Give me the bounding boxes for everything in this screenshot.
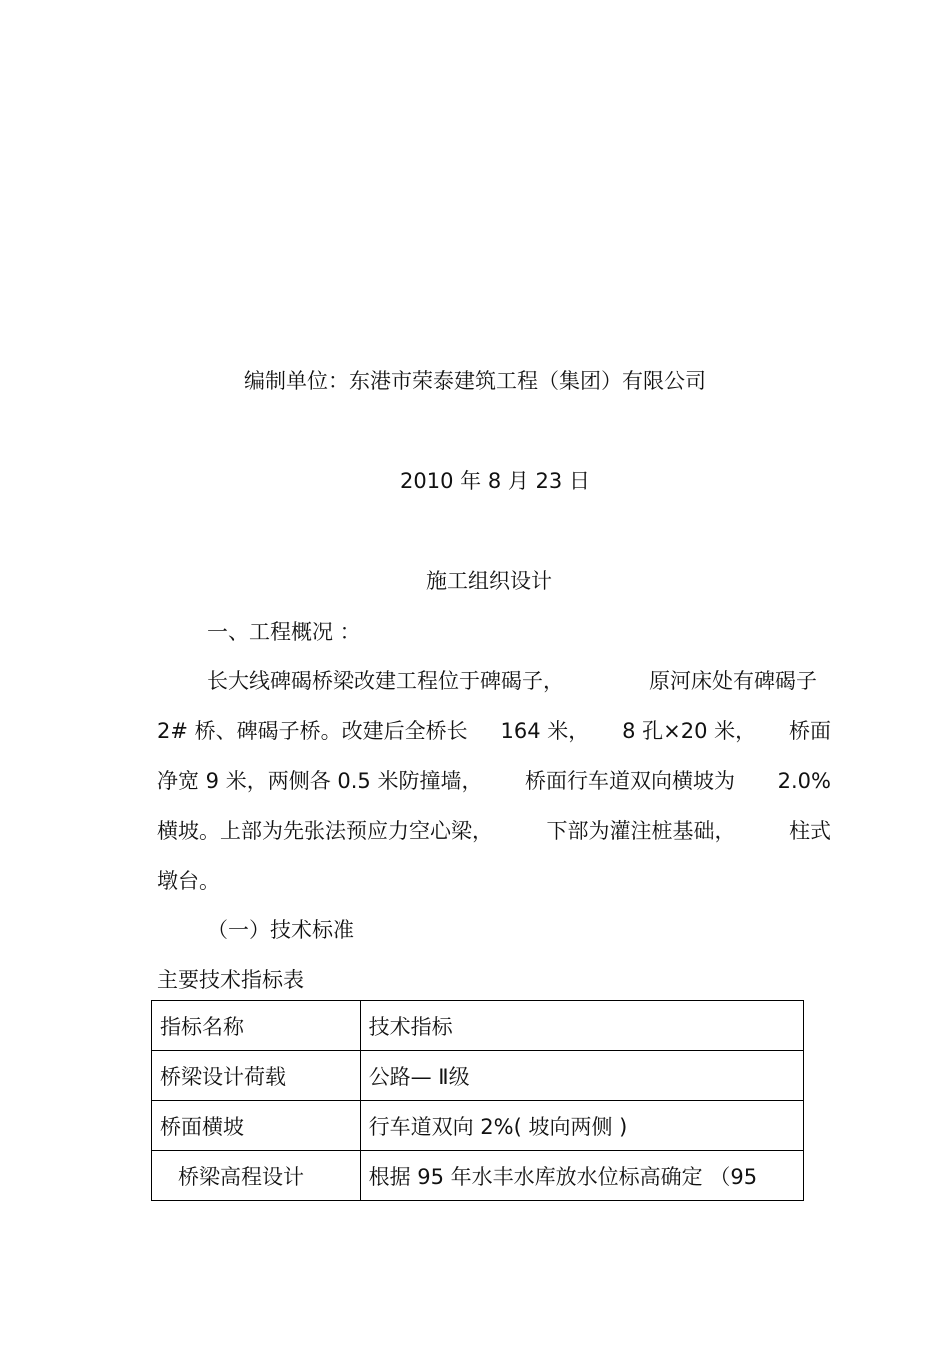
- text-segment: 横坡。上部为先张法预应力空心梁，: [157, 819, 493, 843]
- text-segment: 桥面: [788, 719, 831, 743]
- table-cell: 行车道双向 2%( 坡向两侧 ): [360, 1101, 803, 1151]
- paragraph-line: [157, 766, 831, 796]
- document-title: 施工组织设计: [426, 569, 552, 593]
- text-segment: 原河床处有碑碣子: [649, 669, 817, 693]
- text-segment: 下部为灌注桩基础，: [546, 819, 736, 843]
- table-cell: 技术指标: [360, 1001, 803, 1051]
- table-cell: 桥梁设计荷载: [152, 1051, 361, 1101]
- text-segment: 2.0%: [777, 769, 831, 793]
- technical-index-table: [151, 1000, 804, 1201]
- paragraph-line: [157, 866, 831, 896]
- table-cell: 根据 95 年水丰水库放水位标高确定 （95: [360, 1151, 803, 1201]
- paragraph-line: [157, 816, 831, 846]
- date-line: 2010 年 8 月 23 日: [400, 469, 590, 493]
- table-row: [152, 1051, 804, 1101]
- table-row: [152, 1001, 804, 1051]
- table-cell: 指标名称: [152, 1001, 361, 1051]
- text-segment: 8 孔×20 米，: [622, 719, 757, 743]
- table-caption: 主要技术指标表: [157, 968, 304, 992]
- paragraph-line: [207, 666, 817, 696]
- text-segment: 墩台。: [157, 869, 220, 893]
- table-cell: 公路— Ⅱ级: [360, 1051, 803, 1101]
- section-heading: 一、工程概况 ：: [207, 620, 361, 644]
- table-row: [152, 1101, 804, 1151]
- text-segment: 164 米，: [500, 719, 590, 743]
- table-cell: 桥面横坡: [152, 1101, 361, 1151]
- text-segment: 2# 桥、碑碣子桥。改建后全桥长: [157, 719, 468, 743]
- text-segment: 净宽 9 米，两侧各 0.5 米防撞墙，: [157, 769, 483, 793]
- text-segment: 桥面行车道双向横坡为: [525, 769, 736, 793]
- subsection-heading: （一）技术标准: [207, 918, 354, 942]
- text-segment: 柱式: [789, 819, 831, 843]
- organization-line: 编制单位：东港市荣泰建筑工程（集团）有限公司: [244, 369, 706, 393]
- table-row: [152, 1151, 804, 1201]
- text-segment: 长大线碑碣桥梁改建工程位于碑碣子，: [207, 669, 564, 693]
- table-cell: 桥梁高程设计: [152, 1151, 361, 1201]
- paragraph-line: [157, 716, 831, 746]
